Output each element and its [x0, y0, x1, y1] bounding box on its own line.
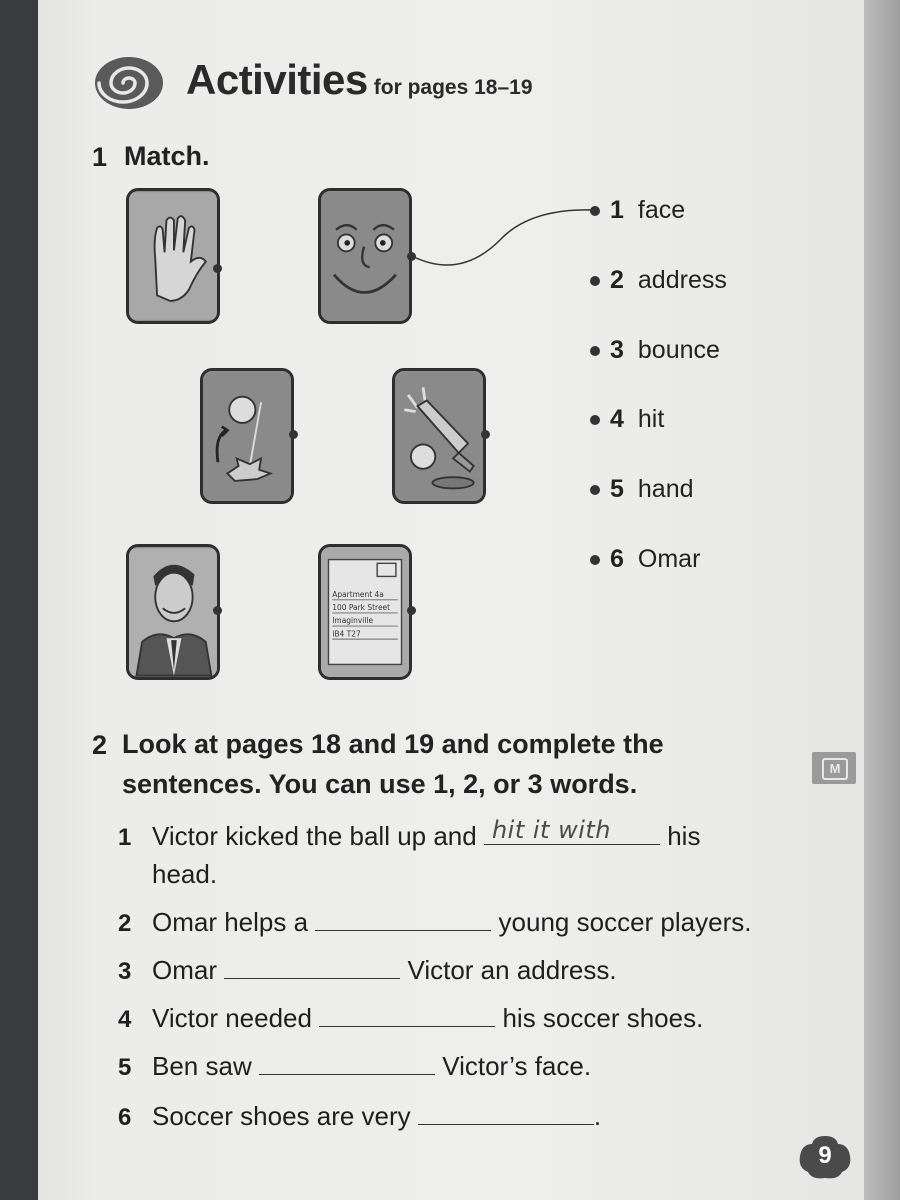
activity-2-instruction-line2: sentences. You can use 1, 2, or 3 words.: [122, 769, 638, 799]
postcard-icon: [321, 547, 409, 677]
hand-picture-card: [126, 188, 220, 324]
match-dot[interactable]: [481, 430, 490, 439]
answer-blank[interactable]: [418, 1100, 594, 1125]
match-dot[interactable]: [590, 555, 600, 565]
match-dot[interactable]: [407, 606, 416, 615]
face-picture-card: [318, 188, 412, 324]
word-item-face[interactable]: 1 face: [590, 196, 685, 225]
sentence-4: 4 Victor needed his soccer shoes.: [118, 1003, 704, 1033]
address-picture-card: [318, 544, 412, 680]
answer-blank[interactable]: [319, 1002, 495, 1027]
match-dot[interactable]: [590, 485, 600, 495]
man-portrait-icon: [129, 547, 217, 677]
word-item-address[interactable]: 2 address: [590, 266, 727, 295]
bouncing-ball-icon: [203, 371, 291, 501]
m-logo-icon: M: [822, 758, 848, 780]
word-item-hand[interactable]: 5 hand: [590, 475, 694, 504]
activity-2-number: 2: [92, 730, 108, 760]
word-item-omar[interactable]: 6 Omar: [590, 545, 700, 574]
page-number: 9: [796, 1132, 854, 1182]
omar-picture-card: [126, 544, 220, 680]
answer-blank[interactable]: [315, 906, 491, 931]
match-dot[interactable]: [590, 276, 600, 286]
sentence-1: 1 Victor kicked the ball up and hit it with his head.: [118, 818, 700, 892]
sentence-3: 3 Omar Victor an address.: [118, 955, 617, 985]
page-edge: [864, 0, 900, 1200]
activity-2-instruction-line1: Look at pages 18 and 19 and complete the: [122, 729, 664, 759]
postcard-line: Apartment 4a: [332, 590, 384, 600]
hit-picture-card: [392, 368, 486, 504]
match-dot[interactable]: [213, 606, 222, 615]
side-tab-badge: [812, 752, 856, 784]
match-dot[interactable]: [590, 415, 600, 425]
sentence-6: 6 Soccer shoes are very .: [118, 1101, 602, 1131]
handwritten-answer: hit it with: [491, 816, 612, 844]
page-subtitle: for pages 18–19: [373, 76, 533, 99]
hand-icon: [129, 191, 217, 321]
activity-1-number: 1: [92, 142, 108, 172]
match-dot[interactable]: [590, 206, 600, 216]
swirl-icon: [92, 54, 166, 112]
word-item-bounce[interactable]: 3 bounce: [590, 336, 720, 365]
answer-blank[interactable]: [259, 1050, 435, 1075]
answer-blank[interactable]: [484, 816, 660, 845]
bat-and-ball-icon: [395, 371, 483, 501]
match-dot[interactable]: [289, 430, 298, 439]
word-item-hit[interactable]: 4 hit: [590, 405, 664, 434]
match-dot[interactable]: [213, 264, 222, 273]
page-title: Activities for pages 18–19: [186, 56, 533, 103]
postcard-line: 100 Park Street: [332, 603, 391, 613]
bounce-picture-card: [200, 368, 294, 504]
sentence-5: 5 Ben saw Victor’s face.: [118, 1051, 592, 1081]
activity-1-instruction: Match.: [124, 141, 210, 171]
match-line: [400, 200, 600, 280]
postcard-line: Imaginville: [332, 616, 374, 626]
face-icon: [321, 191, 409, 321]
sentence-2: 2 Omar helps a young soccer players.: [118, 907, 752, 937]
answer-blank[interactable]: [224, 954, 400, 979]
match-dot[interactable]: [590, 346, 600, 356]
postcard-line: IB4 T27: [332, 629, 361, 639]
